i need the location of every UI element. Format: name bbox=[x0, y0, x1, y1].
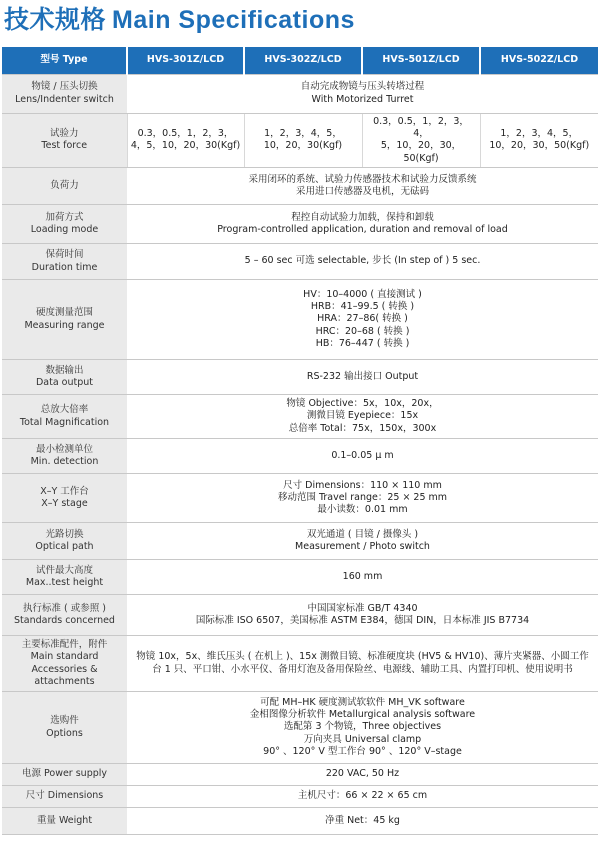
spec-label-line: 重量 Weight bbox=[36, 814, 93, 826]
spec-label-line: X–Y stage bbox=[41, 498, 88, 510]
spec-label-line: Lens/Indenter switch bbox=[15, 93, 114, 105]
spec-value-cell bbox=[127, 764, 598, 786]
spec-label bbox=[2, 786, 127, 808]
spec-label-line: 试验力 bbox=[49, 127, 79, 139]
spec-value-cell bbox=[127, 113, 244, 168]
spec-label bbox=[2, 280, 127, 360]
spec-value-line: 4，5，10，20，30(Kgf) bbox=[130, 140, 241, 152]
spec-value-cell bbox=[127, 523, 598, 560]
spec-label bbox=[2, 692, 127, 764]
spec-label-line: Loading mode bbox=[30, 224, 99, 236]
spec-value-line: 采用闭环的系统、试验力传感器技术和试验力反馈系统 bbox=[248, 173, 477, 185]
spec-row bbox=[2, 168, 598, 205]
spec-label bbox=[2, 808, 127, 835]
spec-value-line: HRB：41–99.5 ( 转换 ) bbox=[310, 301, 415, 313]
spec-label-line: Min. detection bbox=[30, 456, 99, 468]
spec-label-line: 物镜 / 压头切换 bbox=[31, 81, 98, 93]
spec-label-line: 主要标准配件，附件 bbox=[21, 638, 108, 650]
spec-value-line: RS-232 输出接口 Output bbox=[306, 370, 419, 382]
header-model-502: HVS-502Z/LCD bbox=[480, 47, 598, 74]
spec-label-line: 保荷时间 bbox=[45, 249, 84, 261]
spec-value-line: 国际标准 ISO 6507，美国标准 ASTM E384，德国 DIN，日本标准 JIS B7734 bbox=[195, 615, 530, 627]
spec-label-line: 总放大倍率 bbox=[40, 404, 89, 416]
spec-value-line: 10，20，30(Kgf) bbox=[263, 140, 343, 152]
spec-value-cell bbox=[362, 113, 480, 168]
header-model-301: HVS-301Z/LCD bbox=[127, 47, 244, 74]
spec-value-cell bbox=[127, 205, 598, 244]
spec-value-line: 双光通道 ( 目镜 / 摄像头 ) bbox=[306, 528, 419, 540]
spec-value-line: 万向夹具 Universal clamp bbox=[303, 733, 422, 745]
spec-value-line: 可配 MH–HK 硬度测试软软件 MH_VK software bbox=[260, 696, 465, 708]
spec-value-cell bbox=[127, 636, 598, 692]
spec-label-line: 执行标准 ( 或参照 ) bbox=[23, 602, 106, 614]
title-chinese: 技术规格 bbox=[4, 5, 107, 34]
spec-value-line: 最小读数：0.01 mm bbox=[317, 504, 408, 516]
spec-value-line: 台 1 只、平口钳、小水平仪、备用灯泡及备用保险丝、电源线、辅助工具、内置打印机、使用说明书 bbox=[152, 663, 573, 675]
spec-value-line: 采用进口传感器及电机，无砝码 bbox=[295, 186, 429, 198]
spec-label-line: Total Magnification bbox=[19, 416, 110, 428]
spec-label-line: Data output bbox=[35, 377, 94, 389]
spec-value-line: 220 VAC, 50 Hz bbox=[325, 768, 400, 780]
spec-row bbox=[2, 205, 598, 244]
spec-value-cell bbox=[127, 692, 598, 764]
spec-label bbox=[2, 439, 127, 474]
spec-value-line: 5，10，20，30，50(Kgf) bbox=[380, 140, 462, 164]
spec-header-row bbox=[2, 47, 598, 74]
spec-value-line: 10，20，30，50(Kgf) bbox=[489, 140, 590, 152]
spec-label bbox=[2, 205, 127, 244]
spec-value-line: 移动范围 Travel range：25 × 25 mm bbox=[277, 491, 448, 503]
spec-row bbox=[2, 786, 598, 808]
spec-row bbox=[2, 474, 598, 523]
spec-value-line: 中国国家标准 GB/T 4340 bbox=[307, 602, 418, 614]
title-english: Main Specifications bbox=[112, 6, 355, 34]
spec-row bbox=[2, 808, 598, 835]
spec-value-line: 主机尺寸：66 × 22 × 65 cm bbox=[297, 790, 428, 802]
spec-table bbox=[2, 47, 598, 835]
spec-value-line: 程控自动试验力加载，保持和卸载 bbox=[291, 211, 434, 223]
spec-value-line: 金相图像分析软件 Metallurgical analysis software bbox=[249, 709, 476, 721]
spec-value-cell bbox=[127, 280, 598, 360]
spec-label bbox=[2, 764, 127, 786]
spec-label-line: 负荷力 bbox=[50, 179, 79, 191]
spec-label-line: Accessories & attachments bbox=[31, 663, 98, 688]
spec-label bbox=[2, 360, 127, 395]
spec-row bbox=[2, 113, 598, 168]
spec-value-line: 1，2，3，4，5， bbox=[500, 127, 579, 139]
spec-label bbox=[2, 595, 127, 636]
spec-value-line: 5 – 60 sec 可选 selectable, 步长 (In step of ) 5 sec. bbox=[244, 255, 481, 267]
header-model-501: HVS-501Z/LCD bbox=[362, 47, 480, 74]
spec-label-line: Standards concerned bbox=[14, 615, 115, 627]
spec-label bbox=[2, 168, 127, 205]
spec-label-line: Main standard bbox=[30, 651, 99, 663]
spec-value-cell bbox=[127, 560, 598, 595]
spec-value-cell bbox=[127, 395, 598, 439]
spec-label-line: Options bbox=[46, 727, 83, 739]
spec-label bbox=[2, 74, 127, 113]
spec-row bbox=[2, 395, 598, 439]
spec-label-line: 硬度测量范围 bbox=[35, 307, 93, 319]
header-model-302: HVS-302Z/LCD bbox=[244, 47, 362, 74]
spec-value-line: Program-controlled application, duration and removal of load bbox=[217, 224, 508, 236]
spec-row bbox=[2, 74, 598, 113]
spec-row bbox=[2, 560, 598, 595]
spec-label-line: Optical path bbox=[35, 541, 94, 553]
spec-label-line: 尺寸 Dimensions bbox=[25, 790, 104, 802]
spec-value-line: 0.1–0.05 μ m bbox=[331, 449, 394, 461]
spec-value-cell bbox=[127, 74, 598, 113]
spec-label-line: 试件最大高度 bbox=[35, 564, 93, 576]
spec-row bbox=[2, 764, 598, 786]
spec-row bbox=[2, 692, 598, 764]
spec-value-cell bbox=[127, 808, 598, 835]
spec-label-line: 加荷方式 bbox=[45, 211, 84, 223]
spec-value-line: 尺寸 Dimensions：110 × 110 mm bbox=[283, 479, 442, 491]
spec-label-line: Measuring range bbox=[24, 319, 105, 331]
spec-label bbox=[2, 560, 127, 595]
spec-value-line: 1，2，3，4，5， bbox=[264, 127, 342, 139]
spec-label bbox=[2, 523, 127, 560]
spec-value-cell bbox=[480, 113, 598, 168]
spec-value-line: 净重 Net：45 kg bbox=[325, 814, 400, 826]
spec-row bbox=[2, 280, 598, 360]
spec-value-cell bbox=[127, 474, 598, 523]
spec-value-cell bbox=[127, 168, 598, 205]
spec-label-line: Max..test height bbox=[25, 577, 104, 589]
spec-value-cell bbox=[127, 244, 598, 280]
spec-row bbox=[2, 595, 598, 636]
spec-body bbox=[2, 74, 598, 835]
spec-value-line: 物镜 Objective：5x，10x，20x， bbox=[286, 398, 439, 410]
spec-label-line: 电源 Power supply bbox=[21, 768, 108, 780]
spec-value-line: With Motorized Turret bbox=[311, 93, 414, 105]
spec-value-line: 90° 、120° V 型工作台 90° 、120° V–stage bbox=[263, 746, 462, 758]
spec-label-line: Test force bbox=[41, 140, 88, 152]
spec-row bbox=[2, 636, 598, 692]
spec-value-line: HB：76–447 ( 转换 ) bbox=[315, 338, 410, 350]
spec-value-cell bbox=[127, 360, 598, 395]
spec-label-line: 数据输出 bbox=[45, 364, 84, 376]
spec-label bbox=[2, 113, 127, 168]
spec-value-line: 物镜 10x，5x、维氏压头 ( 在机上 )、15x 测微目镜、标准硬度块 (HV5 & HV10)、薄片夹紧器、小圆工作 bbox=[136, 651, 589, 663]
spec-value-line: HRA：27–86( 转换 ) bbox=[317, 313, 408, 325]
spec-value-line: 测微目镜 Eyepiece：15x bbox=[306, 410, 419, 422]
spec-label-line: 选购件 bbox=[50, 715, 79, 727]
spec-value-cell bbox=[127, 786, 598, 808]
spec-label-line: Duration time bbox=[31, 261, 98, 273]
spec-value-line: 160 mm bbox=[342, 570, 383, 582]
spec-value-line: Measurement / Photo switch bbox=[295, 541, 430, 553]
spec-value-cell bbox=[244, 113, 362, 168]
spec-value-line: 自动完成物镜与压头转塔过程 bbox=[300, 81, 425, 93]
spec-row bbox=[2, 360, 598, 395]
spec-label bbox=[2, 395, 127, 439]
spec-label bbox=[2, 636, 127, 692]
spec-value-line: 总倍率 Total：75x，150x，300x bbox=[288, 422, 437, 434]
spec-value-line: HV：10–4000 ( 直接测试 ) bbox=[303, 288, 422, 300]
page-title bbox=[4, 2, 355, 42]
spec-label bbox=[2, 474, 127, 523]
spec-row bbox=[2, 244, 598, 280]
spec-value-line: HRC：20–68 ( 转换 ) bbox=[315, 325, 410, 337]
spec-label-line: X–Y 工作台 bbox=[40, 485, 89, 497]
header-model-label: 型号 Type bbox=[2, 47, 127, 74]
spec-value-line: 0.3，0.5，1，2，3， bbox=[137, 127, 234, 139]
spec-label bbox=[2, 244, 127, 280]
spec-value-cell bbox=[127, 595, 598, 636]
spec-label-line: 最小检测单位 bbox=[35, 443, 93, 455]
spec-value-line: 0.3，0.5，1，2，3，4， bbox=[373, 115, 469, 139]
spec-label-line: 光路切换 bbox=[45, 528, 84, 540]
spec-value-cell bbox=[127, 439, 598, 474]
spec-row bbox=[2, 523, 598, 560]
spec-value-line: 选配第 3 个物镜，Three objectives bbox=[283, 721, 442, 733]
spec-row bbox=[2, 439, 598, 474]
